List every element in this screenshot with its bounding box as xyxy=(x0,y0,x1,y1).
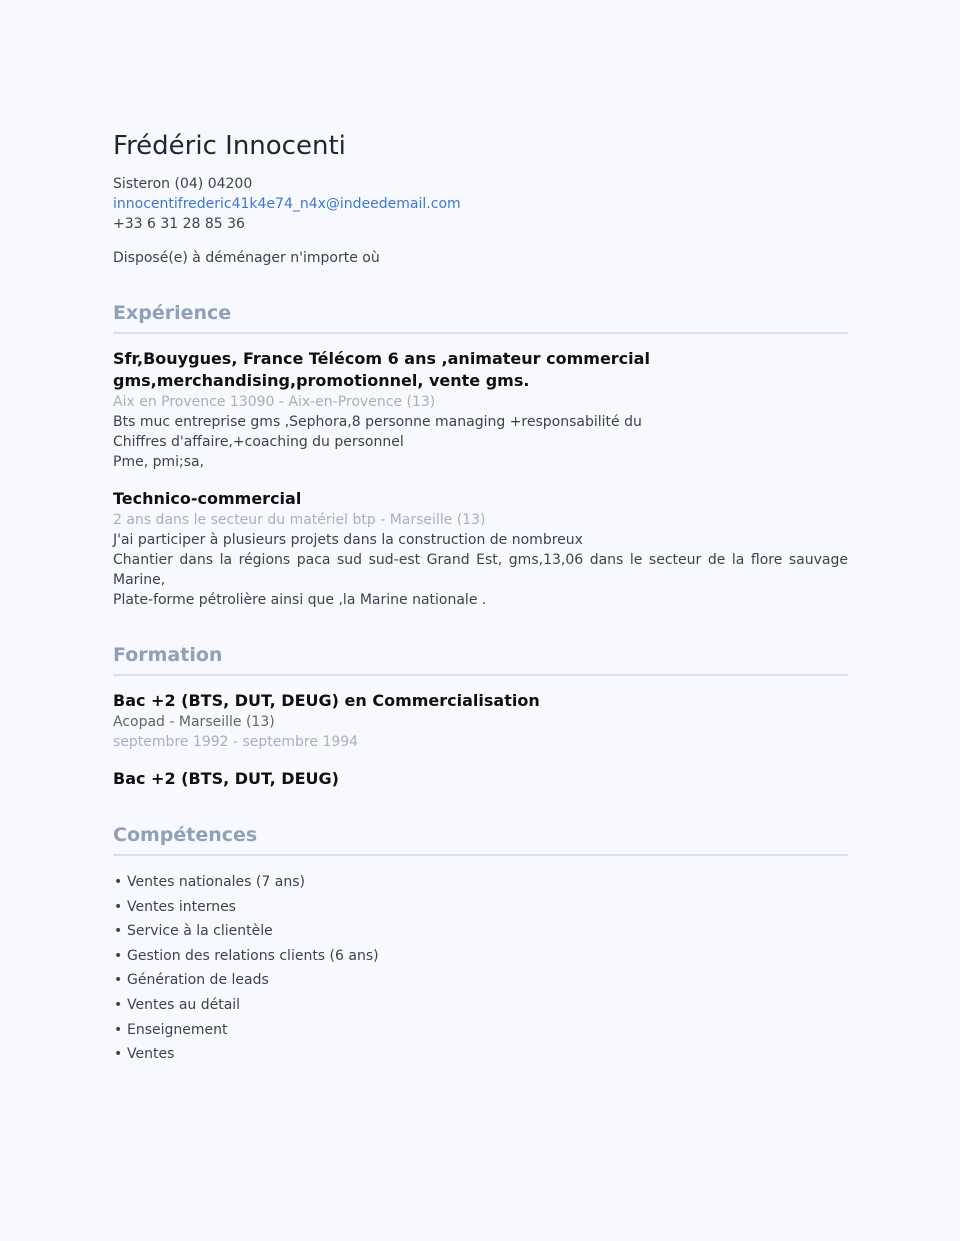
skill-item: • Gestion des relations clients (6 ans) xyxy=(113,944,848,969)
education-item xyxy=(113,690,848,752)
experience-item xyxy=(113,488,848,610)
skill-item: • Service à la clientèle xyxy=(113,919,848,944)
experience-section xyxy=(113,300,848,610)
school-name: Acopad - Marseille (13) xyxy=(113,714,275,730)
degree-title: Bac +2 (BTS, DUT, DEUG) xyxy=(113,769,339,788)
job-title: Sfr,Bouygues, France Télécom 6 ans ,animateur commercial xyxy=(113,349,650,368)
location-text: Sisteron (04) 04200 xyxy=(113,176,253,192)
candidate-name: Frédéric Innocenti xyxy=(113,131,346,161)
education-section xyxy=(113,642,848,790)
education-heading: Formation xyxy=(113,642,848,676)
skill-item: • Ventes internes xyxy=(113,895,848,920)
skill-item: • Génération de leads xyxy=(113,968,848,993)
job-description-line: Pme, pmi;sa, xyxy=(113,454,205,470)
email-link[interactable]: innocentifrederic41k4e74_n4x@indeedemail.com xyxy=(113,196,461,212)
job-description-line: Plate-forme pétrolière ainsi que ,la Marine nationale . xyxy=(113,592,487,608)
resume-content xyxy=(113,128,848,1067)
skill-item: • Ventes xyxy=(113,1042,848,1067)
job-location: Aix en Provence 13090 - Aix-en-Provence (13) xyxy=(113,394,436,410)
job-description-line: Chiffres d'affaire,+coaching du personnel xyxy=(113,434,404,450)
relocation-text: Disposé(e) à déménager n'importe où xyxy=(113,250,380,266)
experience-heading: Expérience xyxy=(113,300,848,334)
experience-item xyxy=(113,348,848,472)
phone-text: +33 6 31 28 85 36 xyxy=(113,216,245,232)
skill-item: • Enseignement xyxy=(113,1018,848,1043)
job-title-continued: gms,merchandising,promotionnel, vente gms. xyxy=(113,371,530,390)
skills-heading: Compétences xyxy=(113,822,848,856)
skills-list xyxy=(113,870,848,1067)
skills-section xyxy=(113,822,848,1067)
job-description-line: Bts muc entreprise gms ,Sephora,8 personne managing +responsabilité du xyxy=(113,414,642,430)
job-title: Technico-commercial xyxy=(113,489,302,508)
job-description-line: Chantier dans la régions paca sud sud-est Grand Est, gms,13,06 dans le secteur de la flore sauvage Marine, xyxy=(113,552,848,588)
skill-item: • Ventes nationales (7 ans) xyxy=(113,870,848,895)
job-location: 2 ans dans le secteur du matériel btp - Marseille (13) xyxy=(113,512,486,528)
education-item xyxy=(113,768,848,790)
skill-item: • Ventes au détail xyxy=(113,993,848,1018)
job-description-line: J'ai participer à plusieurs projets dans la construction de nombreux xyxy=(113,532,583,548)
education-dates: septembre 1992 - septembre 1994 xyxy=(113,734,359,750)
degree-title: Bac +2 (BTS, DUT, DEUG) en Commercialisation xyxy=(113,691,540,710)
